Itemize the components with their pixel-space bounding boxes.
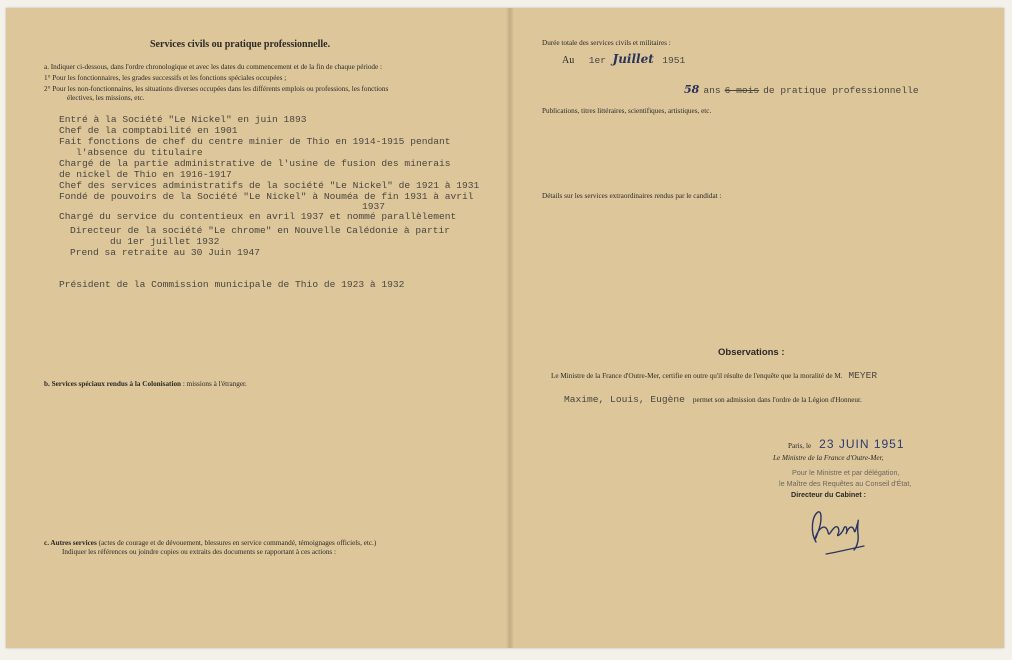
career-line: du 1er juillet 1932 [110,236,220,247]
document-sheet [6,8,1004,648]
instruction-a2-line2: électives, les missions, etc. [67,94,145,102]
career-line: Prend sa retraite au 30 Juin 1947 [70,247,260,258]
career-line: Fondé de pouvoirs de la Société "Le Nickel" à Nouméa de fin 1931 à avril [59,191,474,202]
career-line: Directeur de la société "Le chrome" en Nouvelle Calédonie à partir [70,225,450,236]
obs-text-2: permet son admission dans l'ordre de la Légion d'Honneur. [692,396,862,404]
career-line: Fait fonctions de chef du centre minier de Thio en 1914-1915 pendant [59,136,451,147]
date-stamp: 23 JUIN 1951 [819,437,905,451]
instruction-a2-line1: 2° Pour les non-fonctionnaires, les situations diverses occupées dans les différents emplois ou professions, les fonctions [44,85,389,93]
career-line: Entré à la Société "Le Nickel" en juin 1893 [59,114,307,125]
au-date-line [562,52,685,66]
section-c-label: c. Autres services [44,539,97,547]
left-page-title: Services civils ou pratique professionnelle. [150,39,331,50]
career-line: de nickel de Thio en 1916-1917 [59,169,232,180]
candidate-firstnames: Maxime, Louis, Eugène [564,394,685,405]
minister-title: Le Ministre de la France d'Outre-Mer, [773,454,884,462]
career-line: Chargé de la partie administrative de l'usine de fusion des minerais [59,158,451,169]
au-typed: 1er [588,55,607,66]
total-duration-label: Durée totale des services civils et militaires : [542,39,671,47]
practice-text: de pratique professionnelle [763,85,919,96]
career-line: 1937 [362,201,386,212]
handwritten-signature [804,502,870,558]
president-line: Président de la Commission municipale de Thio de 1923 à 1932 [59,279,405,290]
center-fold [506,8,514,648]
career-line: Chargé du service du contentieux en avril 1937 et nommé parallèlement [59,211,457,222]
delegation-line-1: Pour le Ministre et par délégation, [792,468,900,477]
delegation-line-3: Directeur du Cabinet : [791,490,867,499]
observations-title: Observations : [718,347,785,358]
career-line: Chef de la comptabilité en 1901 [59,125,238,136]
place-label: Paris, le [788,442,812,450]
delegation-line-2: le Maître des Requêtes au Conseil d'État, [779,479,912,488]
section-b-rest: : missions à l'étranger. [181,380,247,388]
section-c-line1 [44,539,376,548]
section-b [44,380,247,389]
years-typed: ans [703,85,721,96]
years-handwritten: 58 [684,83,700,96]
observations-line2 [564,389,862,407]
au-label: Au [562,55,575,66]
instruction-a: a. Indiquer ci-dessous, dans l'ordre chronologique et avec les dates du commencement et de la fin de chaque période : [44,63,382,71]
obs-text-1: Le Ministre de la France d'Outre-Mer, certifie en outre qu'il résulte de l'enquête que la moralité de M. [551,372,843,380]
career-line: l'absence du titulaire [76,147,203,158]
place-date-line [788,435,905,453]
au-year: 1951 [662,55,686,66]
publications-label: Publications, titres littéraires, scientifiques, artistiques, etc. [542,107,712,115]
candidate-surname: MEYER [848,370,878,381]
observations-line1 [551,370,877,381]
duration-line [684,80,919,98]
months-struck: 6 mois [724,85,760,96]
instruction-a1: 1° Pour les fonctionnaires, les grades successifs et les fonctions spéciales occupées ; [44,74,287,82]
section-b-label: b. Services spéciaux rendus à la Colonisation [44,380,182,388]
career-line: Chef des services administratifs de la société "Le Nickel" de 1921 à 1931 [59,180,480,191]
section-c-rest: (actes de courage et de dévouement, blessures en service commandé, témoignages officiels, etc.) [96,539,377,547]
section-c-line2: Indiquer les références ou joindre copies ou extraits des documents se rapportant à ces actions : [62,548,337,556]
au-handwritten-month: Juillet [612,52,654,66]
details-label: Détails sur les services extraordinaires rendus par le candidat : [542,192,722,200]
